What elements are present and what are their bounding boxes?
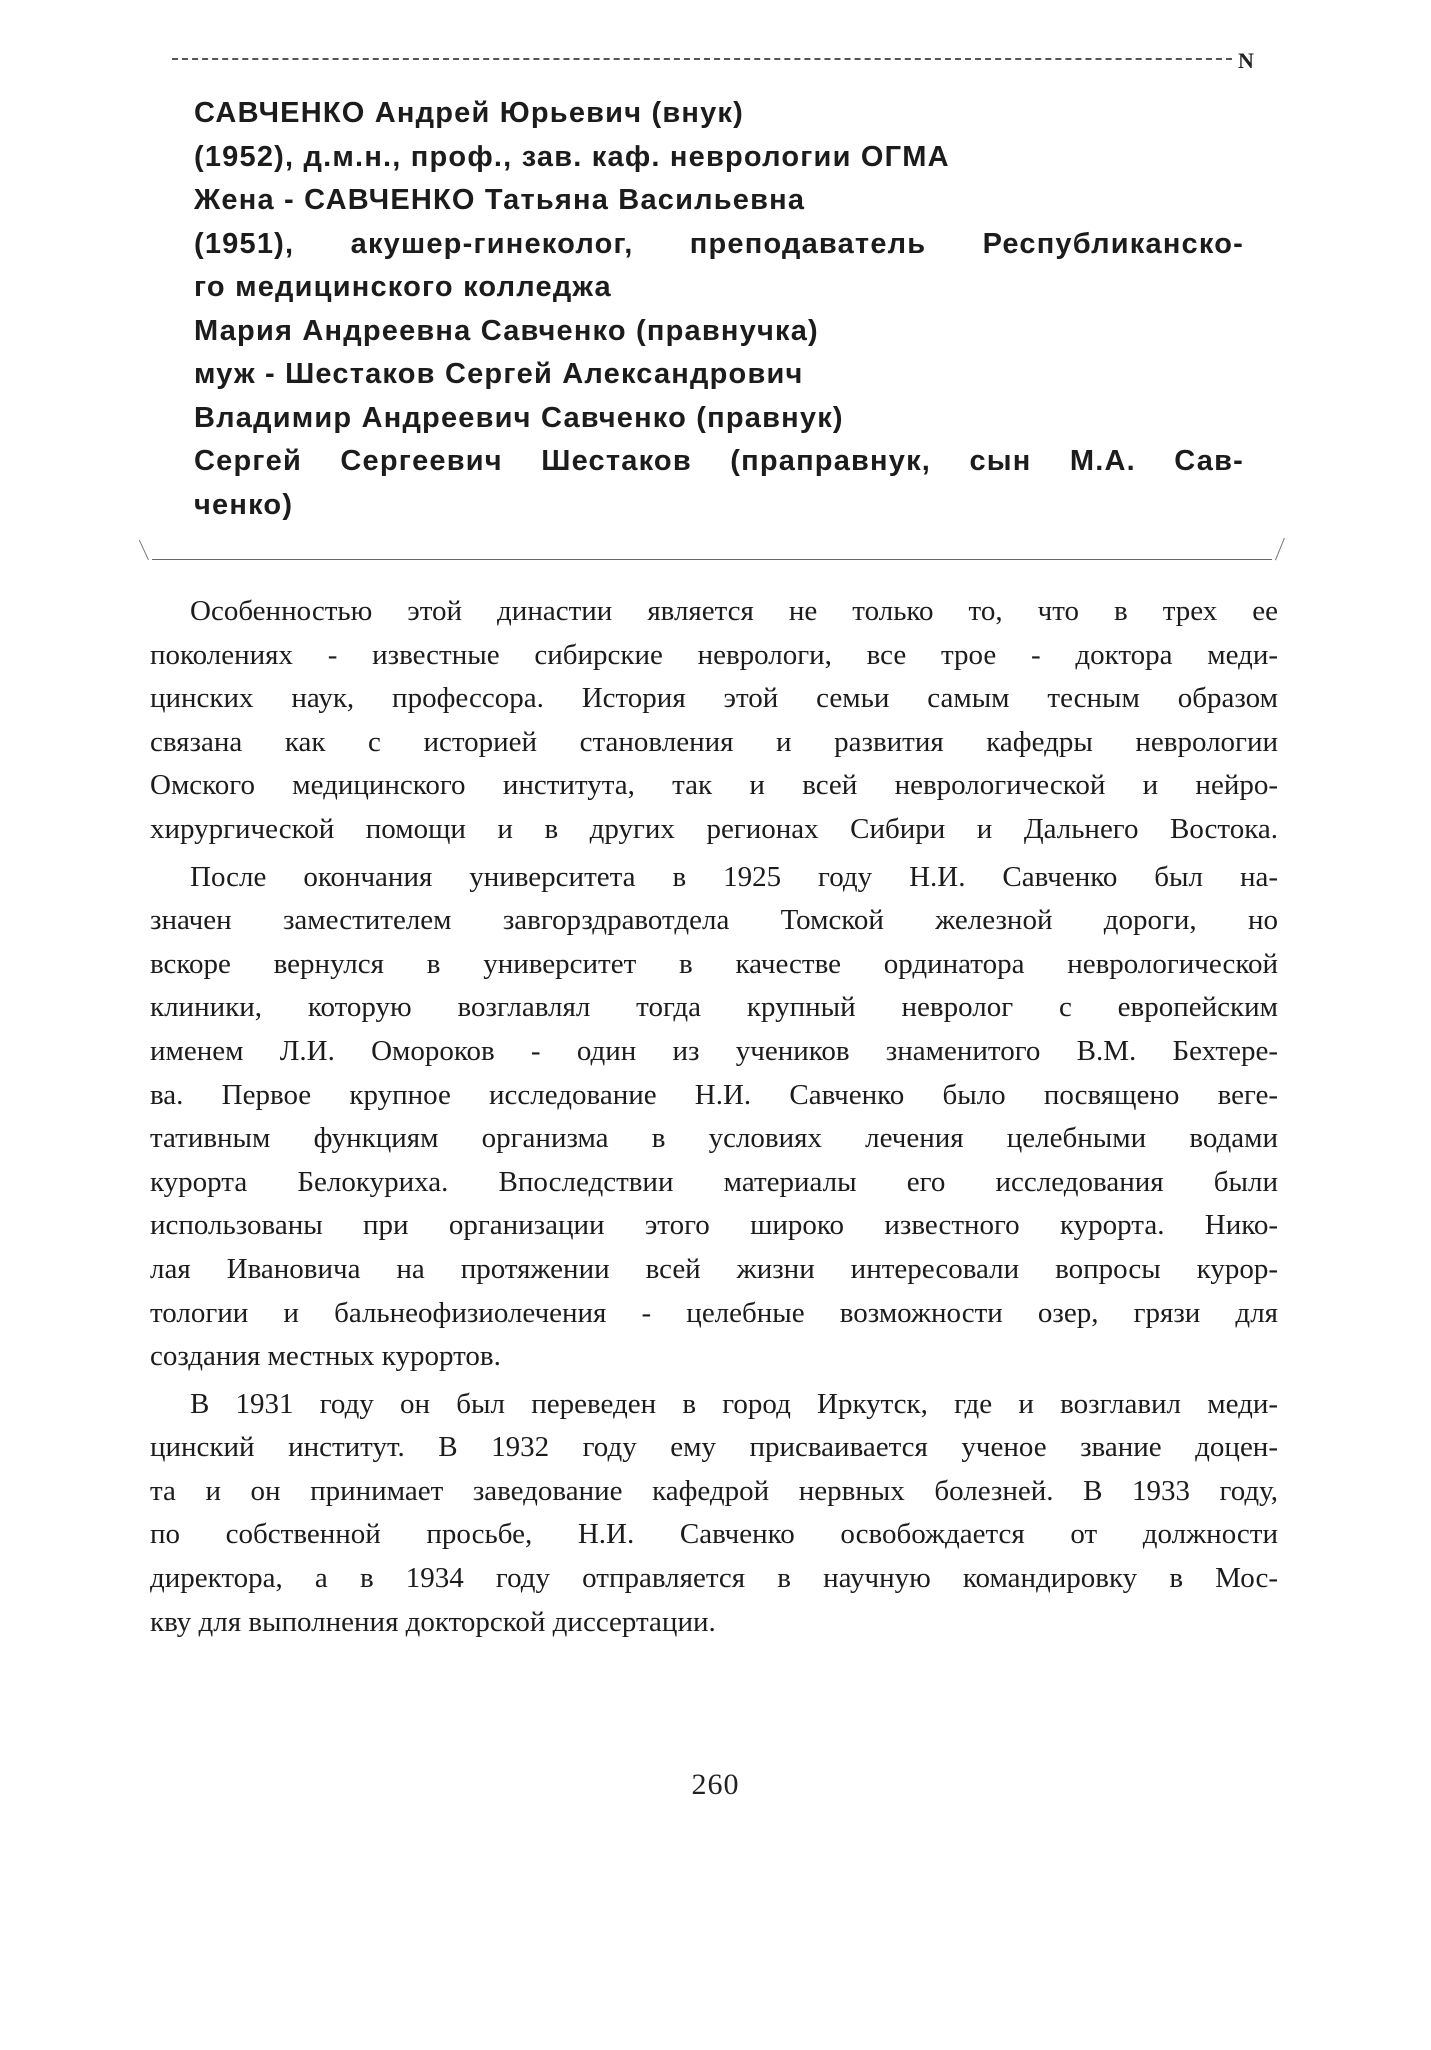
text-line: Омского медицинского института, так и всей неврологической и нейро- [150,769,1278,802]
genealogy-line: Мария Андреевна Савченко (правнучка) [194,314,819,347]
top-rule [172,58,1232,60]
genealogy-line: го медицинского колледжа [194,271,612,303]
text-line: директора, а в 1934 году отправляется в научную командировку в Мос- [150,1562,1278,1595]
text-line: хирургической помощи и в других регионах Сибири и Дальнего Востока. [150,812,1278,845]
text-line: цинский институт. В 1932 году ему присваивается ученое звание доцен- [150,1431,1278,1464]
text-line: та и он принимает заведование кафедрой нервных болезней. В 1933 году, [150,1474,1278,1507]
rule-end-tick [1275,538,1285,561]
text-line: После окончания университета в 1925 году Н.И. Савченко был на- [190,860,1278,893]
text-line: использованы при организации этого широко известного курорта. Нико- [150,1209,1278,1242]
text-line: связана как с историей становления и развития кафедры неврологии [150,725,1278,758]
page-number: 260 [691,1768,740,1801]
text-line: значен заместителем завгорздравотдела Томской железной дороги, но [150,904,1278,937]
genealogy-line: ченко) [194,488,294,521]
genealogy-line: Владимир Андреевич Савченко (правнук) [194,401,844,434]
text-line: курорта Белокуриха. Впоследствии материалы его исследования были [150,1165,1278,1198]
rule-end-tick [139,540,149,560]
genealogy-line: муж - Шестаков Сергей Александрович [194,358,804,390]
text-line: В 1931 году он был переведен в город Иркутск, где и возглавил меди- [190,1387,1278,1420]
paragraph [150,590,1278,852]
genealogy-block [194,92,1244,527]
genealogy-line: (1951), акушер-гинеколог, преподаватель Республиканско- [194,227,1244,260]
text-line: тологии и бальнеофизиолечения - целебные возможности озер, грязи для [150,1296,1278,1329]
genealogy-line: (1952), д.м.н., проф., зав. каф. неврологии ОГМА [194,140,950,173]
text-line: именем Л.И. Омороков - один из учеников знаменитого В.М. Бехтере- [150,1034,1278,1067]
bottom-rule [152,559,1272,560]
text-line: цинских наук, профессора. История этой семьи самым тесным образом [150,682,1278,715]
text-line: тативным функциям организма в условиях лечения целебными водами [150,1122,1278,1155]
text-line: поколениях - известные сибирские неврологи, все трое - доктора меди- [150,638,1278,671]
paragraph [150,856,1278,1379]
text-line: Особенностью этой династии является не только то, что в трех ее [190,595,1278,627]
text-line: лая Ивановича на протяжении всей жизни интересовали вопросы курор- [150,1252,1278,1285]
text-line: по собственной просьбе, Н.И. Савченко освобождается от должности [150,1518,1278,1551]
text-line: создания местных курортов. [150,1340,501,1373]
genealogy-line: САВЧЕНКО Андрей Юрьевич (внук) [194,97,744,129]
genealogy-line: Жена - САВЧЕНКО Татьяна Васильевна [194,184,806,216]
text-line: кву для выполнения докторской диссертации. [150,1605,716,1638]
body-text [150,590,1278,1648]
corner-mark: N [1238,48,1254,73]
text-line: клиники, которую возглавлял тогда крупный невролог с европейским [150,991,1278,1024]
text-line: ва. Первое крупное исследование Н.И. Савченко было посвящено веге- [150,1078,1278,1111]
paragraph [150,1383,1278,1645]
genealogy-line: Сергей Сергеевич Шестаков (праправнук, сын М.А. Сав- [194,445,1244,477]
text-line: вскоре вернулся в университет в качестве ординатора неврологической [150,947,1278,980]
